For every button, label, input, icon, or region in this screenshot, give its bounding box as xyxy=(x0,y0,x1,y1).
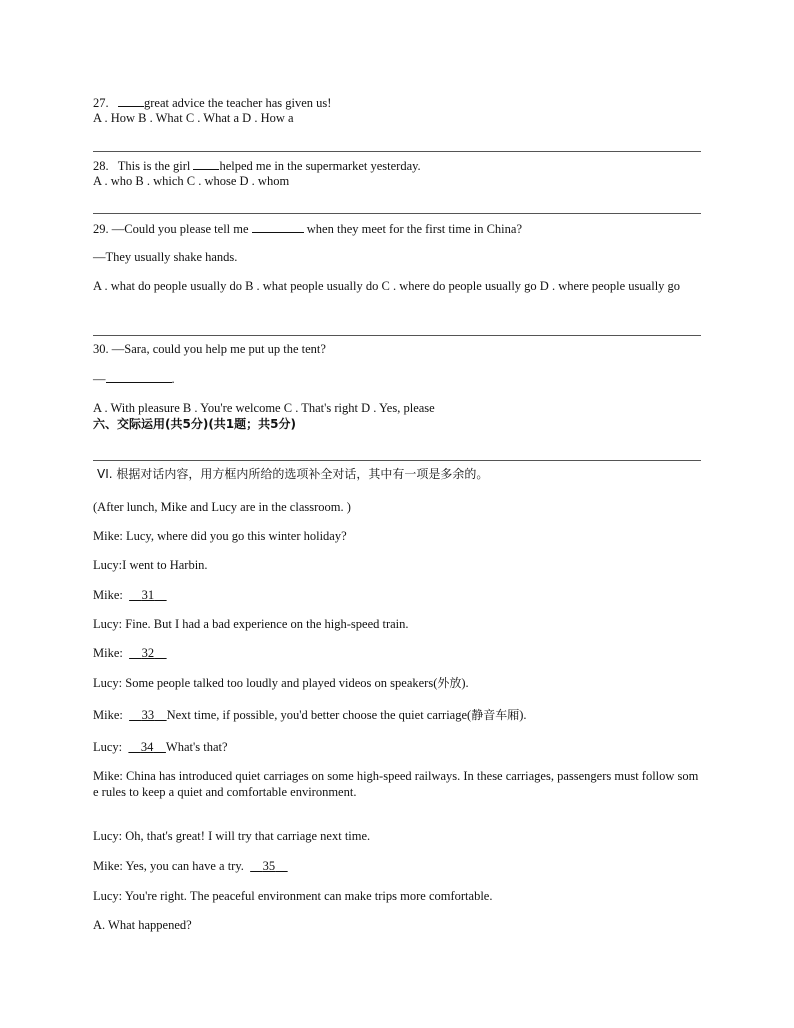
q30-stem: 30. —Sara, could you help me put up the tent? xyxy=(93,342,326,356)
divider xyxy=(93,335,701,336)
q27-blank[interactable] xyxy=(118,94,144,107)
divider xyxy=(93,213,701,214)
dialog-line: Mike: Lucy, where did you go this winter holiday? xyxy=(93,529,347,543)
section-heading: 六、交际运用(共5分)(共1题；共5分) xyxy=(93,417,296,431)
q28-blank[interactable] xyxy=(193,157,219,170)
q30-blank[interactable] xyxy=(106,370,172,383)
dialog-line: Lucy: Fine. But I had a bad experience on the high-speed train. xyxy=(93,617,409,631)
divider xyxy=(93,460,701,461)
dialog-line: Mike: China has introduced quiet carriages on some high-speed railways. In these carriages, passengers must follow some rules to keep a quiet and comfortable environment. xyxy=(93,769,699,799)
dialog-line: Mike: 33 Next time, if possible, you'd better choose the quiet carriage(静音车厢). xyxy=(93,708,527,722)
dialog-line: Lucy: You're right. The peaceful environment can make trips more comfortable. xyxy=(93,889,493,903)
blank-34[interactable]: 34 xyxy=(140,740,154,754)
dialog-line: Lucy: 34 What's that? xyxy=(93,740,228,754)
dialog-line: Mike: 31 xyxy=(93,587,701,603)
q28-stem: 28. This is the girl helped me in the supermarket yesterday. xyxy=(93,159,421,173)
q27-options: A . How B . What C . What a D . How a xyxy=(93,111,294,125)
option-a: A. What happened? xyxy=(93,918,192,932)
q29-reply: —They usually shake hands. xyxy=(93,250,238,264)
q30-reply: — . xyxy=(93,372,175,386)
dialog-line: Lucy: Some people talked too loudly and played videos on speakers(外放). xyxy=(93,676,469,690)
q29-stem: 29. —Could you please tell me when they meet for the first time in China? xyxy=(93,222,522,236)
blank-31[interactable]: 31 xyxy=(141,588,155,602)
divider xyxy=(93,151,701,152)
blank-35[interactable]: 35 xyxy=(262,859,276,873)
dialog-line: Lucy: Oh, that's great! I will try that carriage next time. xyxy=(93,829,371,843)
q27-stem: 27. great advice the teacher has given us! xyxy=(93,96,332,110)
dialog-line: Mike: 32 xyxy=(93,645,701,661)
blank-32[interactable]: 32 xyxy=(141,646,155,660)
q29-blank[interactable] xyxy=(252,220,304,233)
section-instruction: VI. 根据对话内容，用方框内所给的选项补全对话，其中有一项是多余的。 xyxy=(97,467,489,481)
q28-options: A . who B . which C . whose D . whom xyxy=(93,174,290,188)
dialog-line: Lucy:I went to Harbin. xyxy=(93,558,208,572)
dialog-context: (After lunch, Mike and Lucy are in the classroom. ) xyxy=(93,500,351,514)
q29-options: A . what do people usually do B . what people usually do C . where do people usually go D . where people usually go xyxy=(93,279,681,293)
q30-options: A . With pleasure B . You're welcome C . That's right D . Yes, please xyxy=(93,401,435,415)
dialog-line: Mike: Yes, you can have a try. 35 xyxy=(93,858,701,874)
blank-33[interactable]: 33 xyxy=(141,708,155,722)
